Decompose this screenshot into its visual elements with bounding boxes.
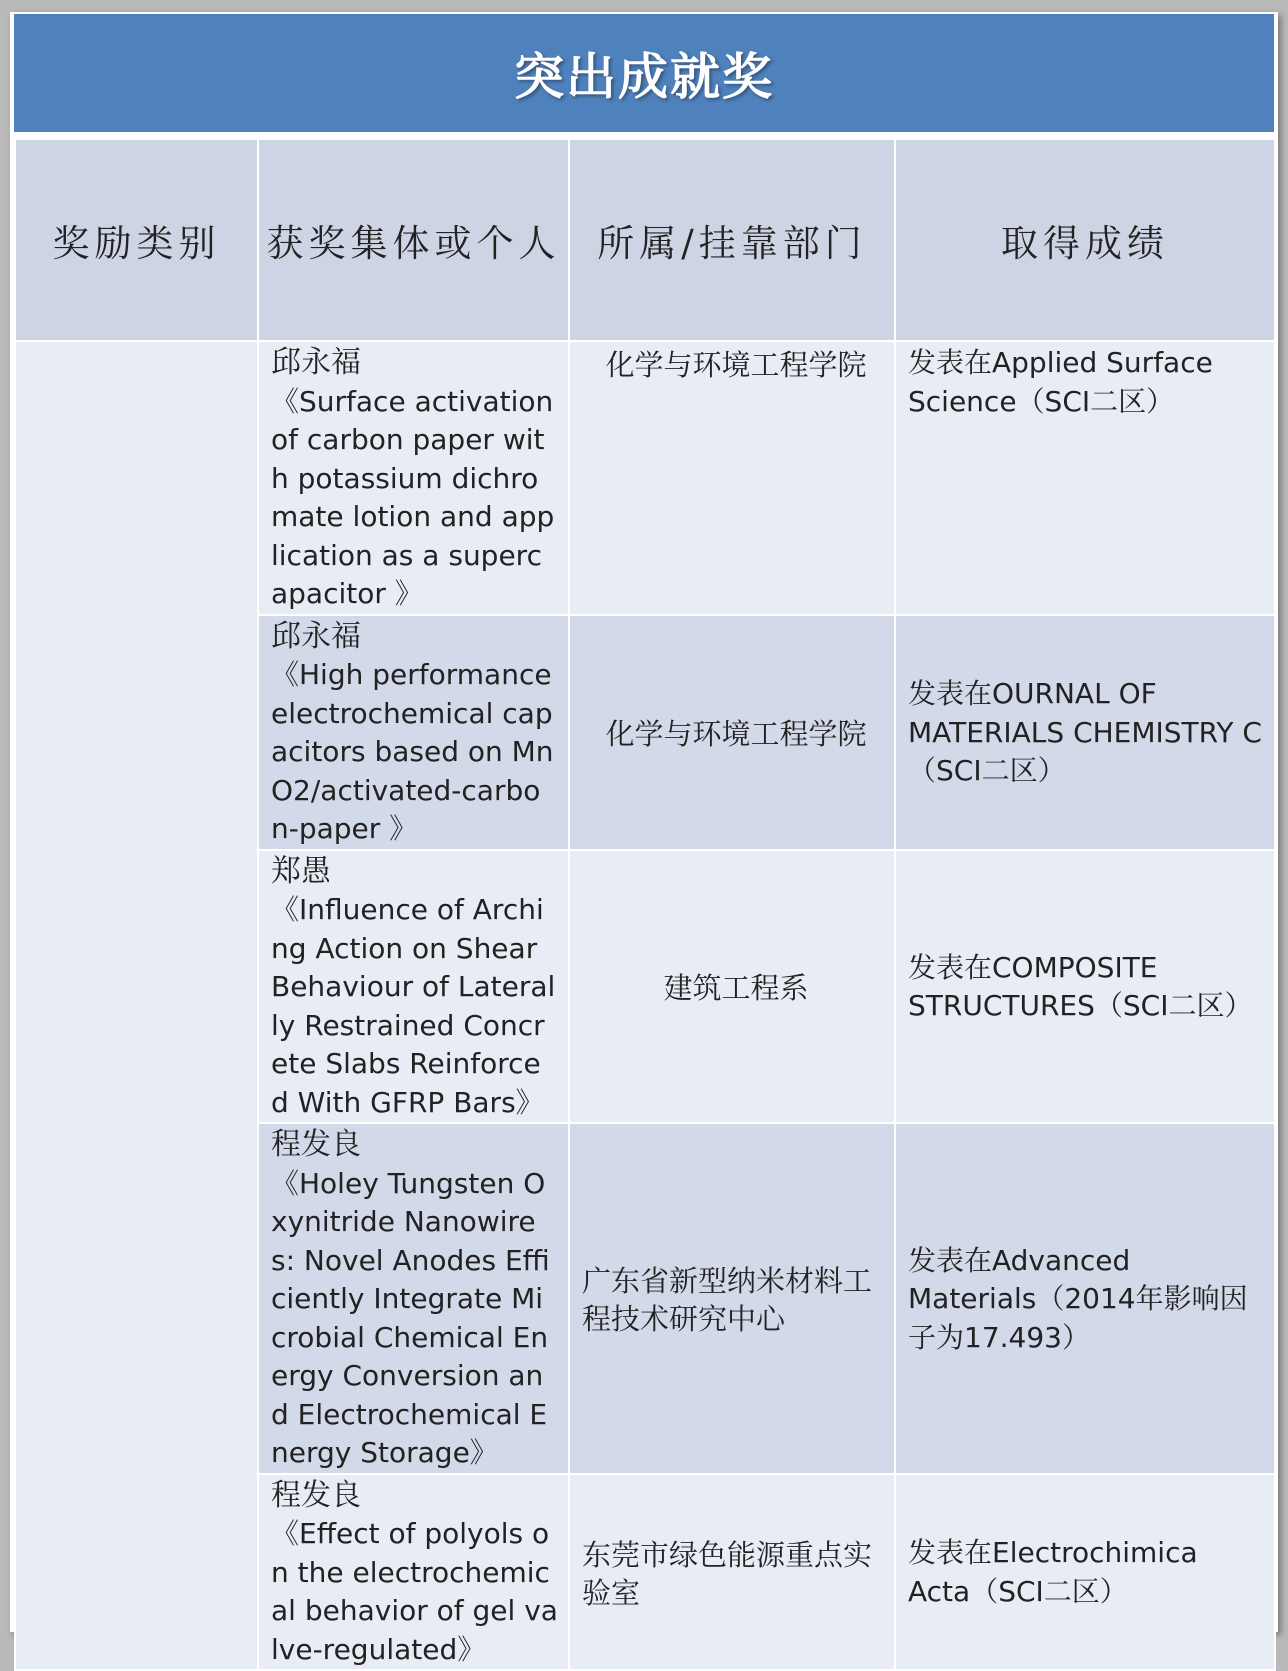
paper-title: 《Influence of Arching Action on Shear Behaviour of Laterally Restrained Concrete Slabs Reinforced With GFRP Bars》 (271, 893, 556, 1119)
page-title: 突出成就奖 (14, 14, 1274, 132)
department-name: 化学与环境工程学院 (605, 348, 867, 382)
department-cell (569, 1474, 895, 1671)
achievement-text: 发表在OURNAL OF MATERIALS CHEMISTRY C（SCI二区） (908, 677, 1262, 788)
recipient-cell (258, 1123, 569, 1474)
achievement-text: 发表在Applied Surface Science（SCI二区） (908, 346, 1213, 418)
recipient-cell (258, 341, 569, 615)
achievement-cell (895, 1474, 1275, 1671)
header-achievement: 取得成绩 (895, 139, 1275, 341)
recipient-name: 程发良 (271, 1477, 361, 1513)
department-name: 化学与环境工程学院 (605, 717, 867, 751)
paper-title: 《High performance electrochemical capacitors based on MnO2/activated-carbon-paper 》 (271, 658, 554, 845)
achievement-text: 发表在COMPOSITE STRUCTURES（SCI二区） (908, 950, 1253, 1023)
department-cell (569, 1123, 895, 1474)
awards-table (14, 138, 1276, 1671)
recipient-name: 邱永福 (271, 345, 361, 380)
recipient-name: 程发良 (271, 1127, 361, 1162)
recipient-cell (258, 850, 569, 1124)
department-cell (569, 850, 895, 1124)
paper-title: 《Holey Tungsten Oxynitride Nanowires: Novel Anodes Efficiently Integrate Microbial Chemical Energy Conversion and Electrochemical Energy Storage》 (271, 1166, 550, 1469)
achievement-text: 发表在Advanced Materials（2014年影响因子为17.493） (908, 1243, 1248, 1354)
achievement-cell (895, 615, 1275, 850)
header-award-category: 奖励类别 (15, 139, 258, 341)
recipient-name: 郑愚 (271, 853, 331, 889)
table-row (15, 341, 1275, 615)
header-recipient: 获奖集体或个人 (258, 139, 569, 341)
achievement-cell (895, 1123, 1275, 1474)
achievement-text: 发表在Electrochimica Acta（SCI二区） (908, 1536, 1198, 1608)
recipient-cell (258, 615, 569, 850)
document-frame (10, 12, 1278, 1666)
header-department: 所属/挂靠部门 (569, 139, 895, 341)
department-cell (569, 615, 895, 850)
department-cell (569, 341, 895, 615)
table-header-row (15, 139, 1275, 341)
department-name: 建筑工程系 (663, 971, 809, 1006)
recipient-cell (258, 1474, 569, 1671)
department-name: 东莞市绿色能源重点实验室 (582, 1537, 873, 1610)
recipient-name: 邱永福 (271, 618, 361, 654)
achievement-cell (895, 850, 1275, 1124)
paper-title: 《Effect of polyols on the electrochemical behavior of gel valve-regulated》 (271, 1517, 558, 1666)
paper-title: 《Surface activation of carbon paper with potassium dichromate lotion and application as a supercapacitor 》 (271, 384, 555, 610)
department-name: 广东省新型纳米材料工程技术研究中心 (582, 1264, 873, 1337)
achievement-cell (895, 341, 1275, 615)
award-category-cell (15, 341, 258, 1670)
